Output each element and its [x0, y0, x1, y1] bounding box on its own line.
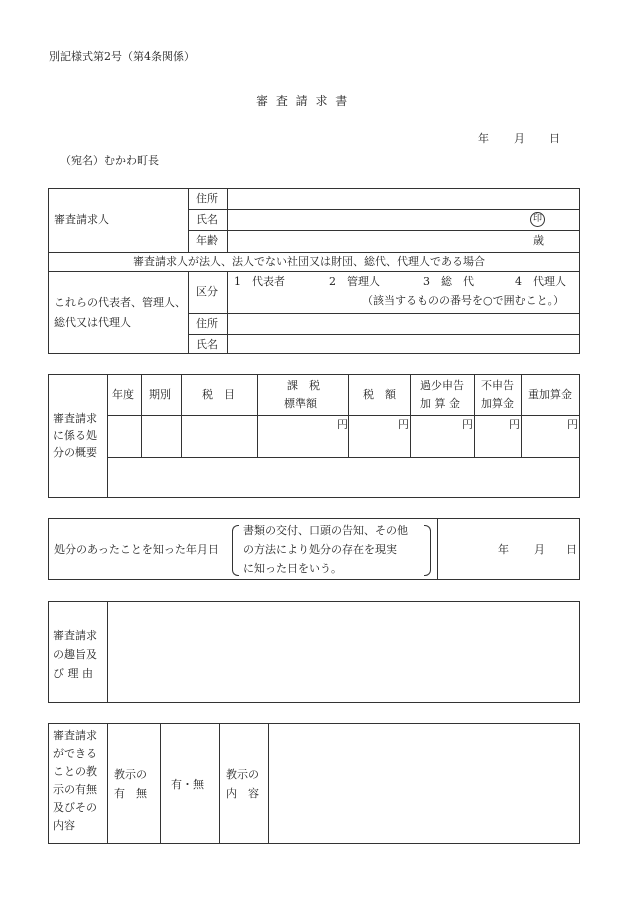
yen-unit-amount: 円: [398, 418, 409, 431]
requester-label: 審査請求人: [54, 213, 109, 226]
col-tax-base-2: 標準額: [284, 397, 317, 410]
yen-unit-base: 円: [337, 418, 348, 431]
notice-note-3: に知った日をいう。: [243, 562, 342, 575]
reason-label: [53, 626, 97, 683]
age-unit: 歳: [533, 234, 544, 247]
teaching-label-1: 教示の: [114, 768, 147, 781]
disposition-label-line1: 審査請求: [53, 412, 97, 425]
instruction-label-line4: 示の有無: [53, 783, 97, 796]
col-tax-base-1: 課 税: [287, 379, 320, 392]
instruction-content-field[interactable]: [269, 724, 579, 843]
content-label-1: 教示の: [226, 768, 259, 781]
notice-month: 月: [534, 543, 545, 556]
yes-no-option[interactable]: 有・無: [171, 778, 204, 791]
instruction-label-line1: 審査請求: [53, 729, 97, 742]
disposition-extra-field[interactable]: [108, 458, 579, 497]
seal-mark: 印: [530, 212, 545, 227]
addressee: （宛名）むかわ町長: [60, 154, 159, 167]
date-year-label: 年: [478, 132, 489, 145]
name-label: 氏名: [196, 213, 218, 226]
notice-note-2: の方法により処分の存在を現実: [243, 543, 397, 556]
reason-field[interactable]: [108, 602, 579, 702]
instruction-label-line5: 及びその: [53, 801, 97, 814]
teaching-label-2: 有 無: [114, 787, 147, 800]
form-label: 別記様式第2号（第4条関係）: [49, 50, 195, 63]
col-heavy: 重加算金: [528, 388, 572, 401]
yen-unit-heavy: 円: [567, 418, 578, 431]
representative-label-1: これらの代表者、管理人、: [54, 296, 186, 309]
rep-name-label: 氏名: [196, 338, 218, 351]
col-year: 年度: [112, 388, 134, 401]
category-option-2[interactable]: 2 管理人: [329, 275, 380, 288]
age-label: 年齢: [196, 234, 218, 247]
notice-day: 日: [566, 543, 577, 556]
rep-address-field[interactable]: [228, 314, 579, 334]
col-tax-item: 税 目: [202, 388, 235, 401]
date-month-label: 月: [514, 132, 525, 145]
category-option-4[interactable]: 4 代理人: [515, 275, 566, 288]
left-bracket: [232, 525, 239, 576]
seal-icon: [530, 211, 545, 227]
address-label: 住所: [196, 192, 218, 205]
instruction-label-line3: ことの教: [53, 765, 97, 778]
address-field[interactable]: [228, 189, 579, 209]
col-nonfile-1: 不申告: [481, 379, 514, 392]
instruction-label-line2: ができる: [53, 747, 97, 760]
category-label: 区分: [196, 285, 218, 298]
disposition-label-line3: 分の概要: [53, 446, 97, 459]
col-under-1: 過少申告: [420, 379, 464, 392]
right-bracket: [424, 525, 431, 576]
instruction-label-line6: 内容: [53, 819, 75, 832]
category-option-1[interactable]: 1 代表者: [234, 275, 285, 288]
col-nonfile-2: 加算金: [481, 397, 514, 410]
age-field[interactable]: [228, 231, 579, 251]
reason-label-line2: の趣旨及: [53, 648, 97, 661]
notice-year: 年: [498, 543, 509, 556]
col-under-2: 加 算 金: [420, 397, 460, 410]
category-note: （該当するものの番号を○で囲むこと。）: [362, 294, 565, 307]
yen-unit-under: 円: [462, 418, 473, 431]
notice-date-label: 処分のあったことを知った年月日: [54, 543, 219, 556]
representative-label-2: 総代又は代理人: [54, 316, 131, 329]
category-option-3[interactable]: 3 総 代: [423, 275, 474, 288]
yen-unit-nonfile: 円: [509, 418, 520, 431]
col-tax-amount: 税 額: [363, 388, 396, 401]
content-label-2: 内 容: [226, 787, 259, 800]
reason-label-line1: 審査請求: [53, 629, 97, 642]
name-field[interactable]: [228, 210, 579, 230]
disposition-label-line2: に係る処: [53, 429, 97, 442]
reason-label-line3: び 理 由: [53, 667, 93, 680]
rep-address-label: 住所: [196, 317, 218, 330]
corporate-note: 審査請求人が法人、法人でない社団又は財団、総代、代理人である場合: [133, 255, 485, 268]
date-day-label: 日: [549, 132, 560, 145]
page-title: 審 査 請 求 書: [256, 94, 350, 108]
rep-name-field[interactable]: [228, 335, 579, 353]
instruction-label: [53, 727, 97, 835]
col-period: 期別: [149, 388, 171, 401]
notice-note-1: 書類の交付、口頭の告知、その他: [243, 524, 408, 537]
disposition-label: [53, 410, 97, 461]
